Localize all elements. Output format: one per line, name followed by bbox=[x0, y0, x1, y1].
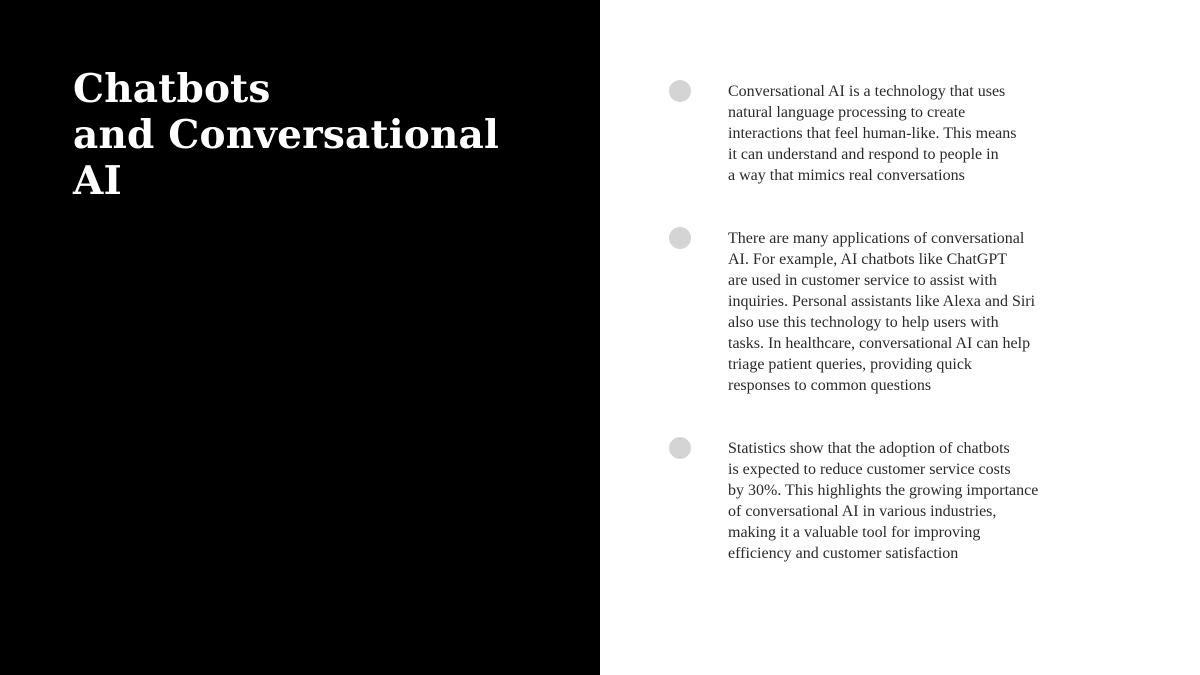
bullet-dot-icon bbox=[669, 80, 691, 102]
title-line: AI bbox=[73, 158, 122, 204]
bullet-text bbox=[728, 81, 1073, 186]
bullet-text bbox=[728, 438, 1073, 564]
bullet-line: natural language processing to create bbox=[728, 104, 966, 121]
bullet-text bbox=[728, 228, 1073, 396]
bullet-line: also use this technology to help users with bbox=[728, 314, 999, 331]
bullet-line: Conversational AI is a technology that uses bbox=[728, 83, 1006, 100]
bullet-line: AI. For example, AI chatbots like ChatGPT bbox=[728, 251, 1008, 268]
bullet-line: triage patient queries, providing quick bbox=[728, 356, 972, 373]
bullet-dot-icon bbox=[669, 437, 691, 459]
bullet-line: There are many applications of conversational bbox=[728, 230, 1025, 247]
title-line: and Conversational bbox=[73, 112, 500, 158]
bullet-dot-icon bbox=[669, 227, 691, 249]
slide-title bbox=[73, 66, 499, 204]
bullet-line: tasks. In healthcare, conversational AI can help bbox=[728, 335, 1031, 352]
bullet-line: Statistics show that the adoption of chatbots bbox=[728, 440, 1010, 457]
title-line: Chatbots bbox=[73, 66, 271, 112]
bullet-line: by 30%. This highlights the growing importance bbox=[728, 482, 1039, 499]
bullet-line: a way that mimics real conversations bbox=[728, 167, 965, 184]
bullet-line: is expected to reduce customer service costs bbox=[728, 461, 1011, 478]
bullet-line: interactions that feel human-like. This means bbox=[728, 125, 1017, 142]
bullet-line: of conversational AI in various industries, bbox=[728, 503, 997, 520]
bullet-line: responses to common questions bbox=[728, 377, 932, 394]
bullet-line: it can understand and respond to people in bbox=[728, 146, 999, 163]
bullet-line: inquiries. Personal assistants like Alexa and Siri bbox=[728, 293, 1036, 310]
bullet-line: efficiency and customer satisfaction bbox=[728, 545, 959, 562]
bullet-line: are used in customer service to assist with bbox=[728, 272, 997, 289]
right-panel bbox=[600, 0, 1200, 675]
bullet-line: making it a valuable tool for improving bbox=[728, 524, 981, 541]
